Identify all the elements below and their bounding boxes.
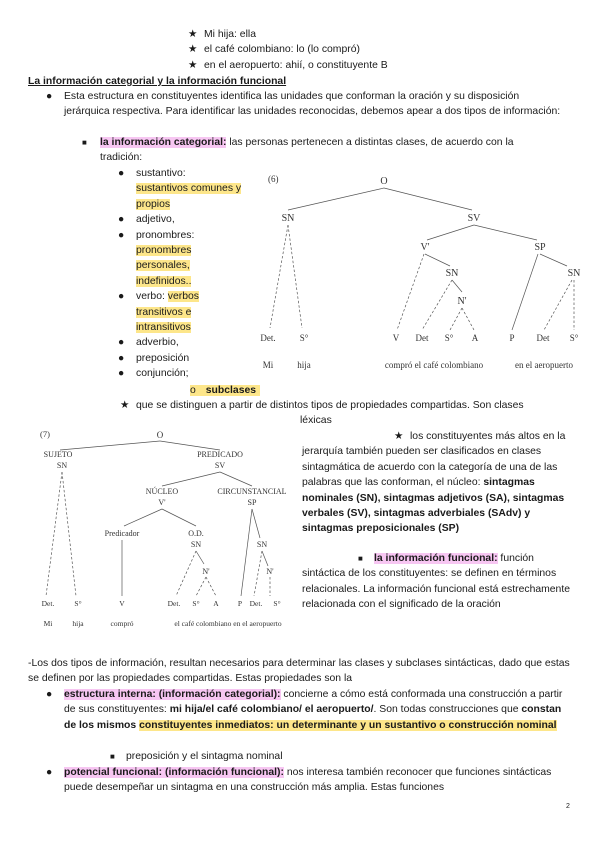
tree-node: V' xyxy=(420,242,430,253)
categorial-label: la información categorial: xyxy=(100,137,227,148)
constituents-paragraph: ★ los constituyentes más altos en la jerarquía también pueden ser clasificados en clases sintagmática de acuerdo con la categoría de una de las palabras que las conforman, el núcleo: sintagmas nominales (SN), sintagmas adjetivos (SA), sintagmas verbales (SV), sintagmas adverbiales (SAdv) y sintagmas preposicionales (SP) xyxy=(302,431,566,535)
circle-bullet-icon: o xyxy=(190,385,196,396)
both-types-paragraph: -Los dos tipos de información, resultan necesarios para determinar las clases y subclases sintácticas, dado que estas se definen por las propiedades compartidas. Estas propiedades son la xyxy=(28,658,570,685)
tree-node: Det xyxy=(536,333,550,343)
section-title: La información categorial y la información funcional xyxy=(28,76,287,87)
tree-word: hija xyxy=(297,360,311,370)
tree-node: PREDICADO xyxy=(197,450,243,459)
tree-node: O.D. xyxy=(188,529,204,538)
tree-word: compró el café colombiano xyxy=(384,360,484,370)
tree-number: (6) xyxy=(268,174,279,184)
tree-node: P xyxy=(237,599,243,608)
estructura-item: ● estructura interna: (información categorial): concierne a cómo está conformada una construcción a partir de sus constituyentes: mi hija/el café colombiano/ el aeropuerto/. Son todas construcciones que constan de los mismos constituyentes inmediatos: un determinante y un sustantivo o construcción nominal xyxy=(46,689,563,731)
tree-node: P xyxy=(509,333,515,343)
star-icon: ★ xyxy=(188,59,198,71)
tree-node: SV xyxy=(467,213,481,224)
tree-word: compró xyxy=(110,619,134,628)
bullet-icon: ● xyxy=(46,689,53,700)
tree-word: hija xyxy=(72,619,84,628)
functional-label: la información funcional: xyxy=(374,553,498,564)
bullet-icon: ● xyxy=(46,767,53,778)
list-item: ● adjetivo, xyxy=(118,212,248,227)
tree-node: SV xyxy=(214,461,226,470)
bullet-icon: ● xyxy=(118,229,125,241)
list-item: ★ Mi hija: ella xyxy=(188,27,548,42)
square-bullet-icon: ■ xyxy=(110,752,115,761)
tree-node: A xyxy=(213,599,219,608)
potencial-label: potencial funcional: (información funcional): xyxy=(64,767,284,778)
tree-node: SP xyxy=(247,498,257,507)
tree-node: V xyxy=(119,599,125,608)
tree-node: Predicador xyxy=(104,529,140,538)
list-item: ★ en el aeropuerto: ahií, o constituyente B xyxy=(188,58,548,73)
bullet-icon: ● xyxy=(118,291,125,303)
class-list xyxy=(118,166,248,382)
star-icon: ★ xyxy=(188,29,198,40)
tree-node: Det. xyxy=(167,599,181,608)
tree-node: O xyxy=(156,430,164,440)
tree-word: en el aeropuerto xyxy=(515,360,573,370)
tree-node: S° xyxy=(273,599,281,608)
list-item: ● adverbio, xyxy=(118,335,248,350)
tree-node: SN xyxy=(567,268,581,279)
tree-node: SP xyxy=(534,242,546,253)
tree-node: S° xyxy=(192,599,200,608)
subclases-desc: ★ que se distinguen a partir de distintos tipos de propiedades compartidas. Son clases xyxy=(120,398,570,413)
estructura-label: estructura interna: (información categorial): xyxy=(64,689,281,700)
bullet-icon: ● xyxy=(118,168,125,179)
tree-node: Det xyxy=(415,333,429,343)
list-item: ● pronombres: pronombres personales, indefinidos.. xyxy=(118,229,195,287)
page-number: 2 xyxy=(566,803,570,810)
tree-node: V xyxy=(392,333,400,343)
syntax-tree-6 xyxy=(262,170,592,375)
tree-node: Det. xyxy=(260,333,276,343)
tree-node: N' xyxy=(202,567,210,576)
bullet-icon: ● xyxy=(118,352,125,364)
bullet-icon: ● xyxy=(118,214,125,226)
subclases-label: subclases xyxy=(205,385,257,396)
potencial-item: ● potencial funcional: (información funcional): nos interesa también reconocer que funciones sintácticas puede desempeñar un sintagma en una construcción más amplia. Estas funciones xyxy=(46,767,552,794)
list-item: ● conjunción; xyxy=(118,366,248,381)
intro-paragraph: ● Esta estructura en constituyentes identifica las unidades que conforman la oración y su disposición jerárquica respectiva. Para identificar las unidades reconocidas, debemos apear a dos tipos de información: xyxy=(46,91,561,118)
square-bullet-icon: ■ xyxy=(358,554,363,563)
bullet-icon: ● xyxy=(46,91,53,102)
tree-word: el café colombiano en el aeropuerto xyxy=(174,619,282,628)
star-icon: ★ xyxy=(120,400,130,411)
categorial-item: ■ la información categorial: las personas pertenecen a distintas clases, de acuerdo con la tradición: xyxy=(82,137,514,164)
tree-node: O xyxy=(380,176,388,187)
top-list xyxy=(188,27,548,73)
tree-node: Det. xyxy=(249,599,263,608)
bullet-icon: ● xyxy=(118,368,125,380)
tree-node: S° xyxy=(299,333,309,343)
tree-number: (7) xyxy=(40,429,50,439)
list-item: ● preposición xyxy=(118,351,248,366)
tree-node: S° xyxy=(74,599,82,608)
tree-word: Mi xyxy=(43,619,53,628)
tree-node: CIRCUNSTANCIAL xyxy=(217,487,287,496)
tree-node: S° xyxy=(444,333,454,343)
square-bullet-icon: ■ xyxy=(82,138,87,147)
tree-node: SN xyxy=(281,213,295,224)
tree-node: SN xyxy=(256,540,268,549)
subclases-item xyxy=(190,383,260,398)
sub-list-item: ■ preposición y el sintagma nominal xyxy=(110,749,283,764)
tree-node: Det. xyxy=(41,599,55,608)
list-item: ● verbo: verbos transitivos e intransitivos xyxy=(118,291,199,334)
tree-node: NÚCLEO xyxy=(145,487,179,496)
tree-node: N' xyxy=(266,567,274,576)
tree-node: A xyxy=(471,333,479,343)
tree-word: Mi xyxy=(262,360,274,370)
list-item: ● sustantivo: sustantivos comunes y propios xyxy=(118,168,242,210)
tree-node: S° xyxy=(569,333,579,343)
tree-node: N' xyxy=(457,296,467,307)
star-icon: ★ xyxy=(394,431,404,442)
functional-paragraph: ■ la información funcional: función sintáctica de los constituyentes: se definen en términos relacionales. La información funcional está estrechamente relacionada con el significado de la oración xyxy=(302,553,571,611)
tree-node: SN xyxy=(56,461,68,470)
bullet-icon: ● xyxy=(118,337,125,349)
tree-node: SN xyxy=(445,268,459,279)
syntax-tree-7 xyxy=(34,426,296,636)
tree-node: SUJETO xyxy=(43,450,73,459)
tree-node: V' xyxy=(158,498,166,507)
list-item: ★ el café colombiano: lo (lo compró) xyxy=(188,42,548,57)
star-icon: ★ xyxy=(188,44,198,56)
tree-node: SN xyxy=(190,540,202,549)
